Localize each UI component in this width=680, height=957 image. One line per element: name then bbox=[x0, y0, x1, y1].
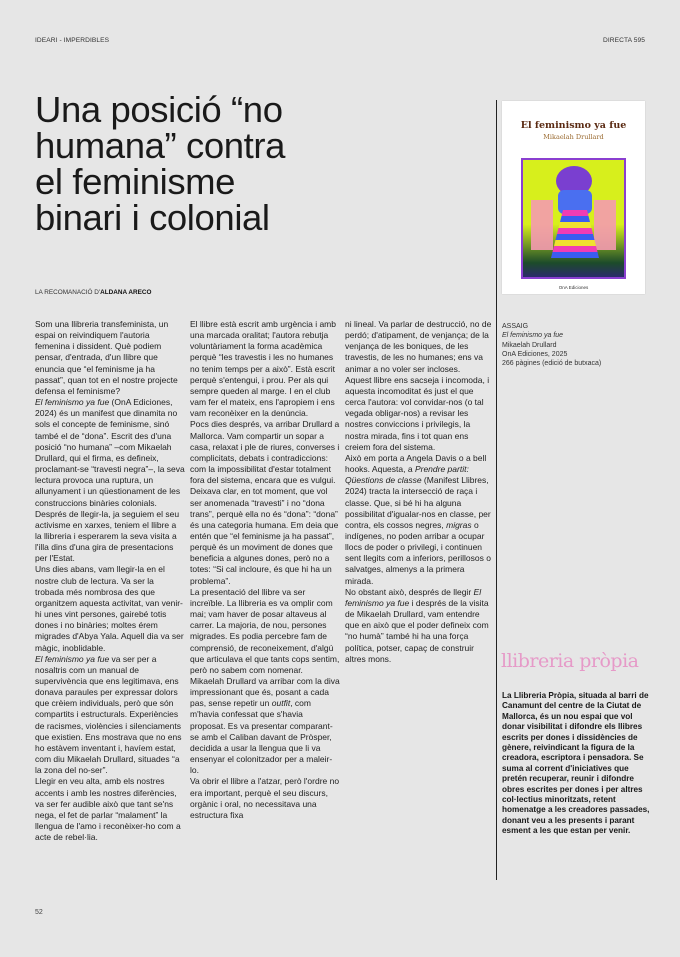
paragraph bbox=[35, 564, 185, 653]
title-line: humana” contra bbox=[35, 125, 286, 166]
paragraph bbox=[190, 319, 340, 419]
book-title: El feminismo ya fue bbox=[502, 332, 564, 340]
cover-illustration bbox=[521, 158, 626, 279]
book-cover bbox=[502, 101, 645, 294]
book-pages: 266 pàgines (edició de butxaca) bbox=[502, 360, 602, 368]
italic-text: El feminismo ya fue bbox=[35, 653, 110, 664]
text: ni lineal. Va parlar de destrucció, no de perdó; d'atipament, de venjança; de la venjança de les boniques, de les travestis, de les no humanes; ens va animar a no voler ser incloses. bbox=[345, 319, 492, 374]
paragraph bbox=[190, 419, 340, 586]
book-genre: ASSAIG bbox=[502, 323, 529, 330]
text: Va obrir el llibre a l'atzar, però l'ordre no era important, perquè el seu discurs, orgànic i oral, no necessitava una estructura fixa bbox=[190, 776, 340, 820]
paragraph bbox=[345, 375, 495, 453]
byline-author: ALDANA ARECO bbox=[100, 289, 152, 296]
paragraph bbox=[35, 397, 185, 564]
text: Llegir en veu alta, amb els nostres accents i amb les nostres diferències, va ser fer audible això que tant se'ns nega, el fet de parlar “malament” la llengua de l'amo i reconèixer-ho com a acte de rebel·lia. bbox=[35, 776, 181, 843]
text: , com m'havia confessat que s'havia proposat. Es va presentar comparant-se amb el Caliban davant de Pròsper, decidida a usar la llengua que li va ensenyar el colonitzador per a maleir-lo. bbox=[190, 698, 333, 776]
paragraph bbox=[35, 776, 185, 843]
text: Som una llibreria transfeminista, un espai on reivindiquem l'autoria femenina i dissident. Què podiem pensar, d'entrada, d'un llibre que enuncia que “el feminisme ja ha passat”, quan tot en el nostre projecte defensa el feminisme? bbox=[35, 319, 178, 396]
paragraph bbox=[190, 676, 340, 776]
italic-text: El feminismo ya fue bbox=[35, 397, 110, 408]
divider bbox=[496, 100, 497, 880]
book-publisher: OnA Ediciones, 2025 bbox=[502, 350, 568, 358]
page-number: 52 bbox=[35, 909, 43, 916]
italic-text: El feminismo ya fue bbox=[345, 586, 482, 608]
italic-text: outfit bbox=[271, 698, 291, 709]
cover-author: Mikaelah Drullard bbox=[543, 133, 604, 141]
byline bbox=[35, 289, 152, 296]
paragraph bbox=[345, 453, 495, 587]
book-details bbox=[502, 322, 601, 368]
text: (Manifest Llibres, 2024) tracta la intersecció de raça i classe. Que, si bé hi ha alguna possibilitat d'igualar-nos en classe, per contra, els cossos negres, bbox=[345, 475, 491, 530]
bookstore-description: La Llibreria Pròpia, situada al barri de Canamunt del centre de la Ciutat de Mallorca, és un nou espai que vol donar visibilitat i difondre els llibres escrits per dones i dissidències de gènere, reivindicant la figura de la creadora, escriptora i pensadora. Se suma al corrent d'iniciatives que pretén recuperar, reunir i difondre obres escrites per dones i per altres col·lectius minoritzats, retent homenatge a les creadores passades, donant veu a les presents i parant esment a les que estan per venir. bbox=[502, 691, 650, 836]
text: Mikaelah Drullard va arribar com la diva impressionant que és, posant a cada pas, sense repetir un bbox=[190, 676, 340, 709]
text: (OnA Ediciones, 2024) és un manifest que dinamita no sols el concepte de feminisme, sinó també el de “dona”. Escrit des d'una posició “no humana” –com Mikaelah Drullard, qui el firma, es defineix, proclamant-se “travesti negra”–, la seva lectura provoca una ruptura, un allunyament i un qüestionament de les construccions binàries colonials. Després de llegir-la, ja seguiem el seu activisme en xarxes, teniem el llibre a la llibreria i esperarem la seva visita a l'illa dins d'una gira de presentacions per l'Estat. bbox=[35, 397, 185, 564]
text: i després de la visita de Mikaelah Drullard, vam entendre que en això que el poder defineix com “no humà” també hi ha una força política, potser, capaç de construir altres mons. bbox=[345, 597, 489, 664]
section-label: IDEARI - IMPERDIBLES bbox=[35, 37, 110, 44]
byline-prefix: LA RECOMANACIÓ D' bbox=[35, 289, 101, 296]
italic-text: Prendre partit: Qüestions de classe bbox=[345, 464, 469, 486]
article-column-1 bbox=[35, 319, 185, 843]
title-line: Una posició “no bbox=[35, 89, 283, 130]
paragraph bbox=[35, 319, 185, 397]
paragraph bbox=[345, 587, 495, 665]
text: No obstant això, després de llegir bbox=[345, 586, 474, 597]
paragraph bbox=[35, 654, 185, 777]
issue-label: DIRECTA 595 bbox=[602, 37, 645, 44]
text: Uns dies abans, vam llegir-la en el nostre club de lectura. Va ser la trobada més nombrosa des que organitzem aquesta activitat, van venir-hi unes vint persones, gairebé totis dones i no binàries; moltes érem migrades d'Abya Yala. Aquell dia va ser màgic, inoblidable. bbox=[35, 564, 184, 653]
bookstore-logo: llibreria pròpia bbox=[501, 650, 639, 672]
book-author: Mikaelah Drullard bbox=[502, 341, 557, 349]
title-line: el feminisme bbox=[35, 161, 236, 202]
cover-title: El feminismo ya fue bbox=[520, 120, 627, 131]
text: El llibre està escrit amb urgència i amb una marcada oralitat; l'autora rebutja voluntàriament la forma acadèmica perquè “les travestis i les no humanes no tenim temps per a això”. Està escrit perquè s'entengui, i prou. Per als qui sempre queden al marge. I en el club vam fer el mateix, ens l'apropiem i ens vam reconèixer en la denúncia. bbox=[190, 319, 336, 419]
article-title bbox=[35, 89, 475, 238]
text: Aquest llibre ens sacseja i incomoda, i aquesta incomoditat és just el que cerca l'autora: vol convidar-nos (o tal vegada obligar-nos) a revisar les nostres conviccions i privilegis, la nostra mirada, fins i tot quan ens creiem fora del sistema. bbox=[345, 374, 490, 452]
text: o indígenes, no poden arribar a ocupar llocs de poder o privilegi, i continuen sent llegits com a inferiors, perillosos o salvatges, almenys a la primera mirada. bbox=[345, 519, 491, 586]
text: Això em porta a Angela Davis o a bell hooks. Aquesta, a bbox=[345, 452, 487, 475]
text: Pocs dies després, va arribar Drullard a Mallorca. Vam compartir un sopar a casa, relaxat i ple de riures, converses i complicitats, debats i contradiccions: com la impossibilitat d'estar totalment fora del sistema, encara que es vulgui. Deixava clar, en tot moment, que vol ser anomenada “travesti” i no “dona trans”, perquè ella no és “dona”: “dona” és una categoria humana. Em deia que entén que “el feminisme ja ha passat”, perquè és un moviment de dones que beneficia a algunes dones, però no a totes: “Si cal incloure, és que hi ha un problema”. bbox=[190, 419, 340, 586]
article-column-3 bbox=[345, 319, 495, 665]
text: La presentació del llibre va ser increïble. La llibreria es va omplir com mai; vam haver de posar altaveus al carrer. La majoria, de nou, persones migrades. Es podia percebre fam de comprensió, de reconeixement, d'algú que articulava el que tants cops sentim, però no sabem com nomenar. bbox=[190, 586, 340, 675]
article-column-2 bbox=[190, 319, 340, 821]
text: va ser per a nosaltris com un manual de supervivència que ens legitimava, ens donava paraules per expressar dolors que crèiem individuals, però que són compartits i estructurals. Experiències de racismes, violències i silenciaments que existien. Ens mostrava que no ens ho estàvem inventant i, havíem estat, com diu Mikaelah Drullard, situades “a la zona del no-ser”. bbox=[35, 653, 182, 776]
paragraph bbox=[345, 319, 495, 375]
title-line: binari i colonial bbox=[35, 197, 270, 238]
paragraph bbox=[190, 776, 340, 821]
paragraph bbox=[190, 587, 340, 676]
cover-publisher: OnA Ediciones bbox=[558, 285, 589, 290]
italic-text: migras bbox=[446, 519, 472, 530]
